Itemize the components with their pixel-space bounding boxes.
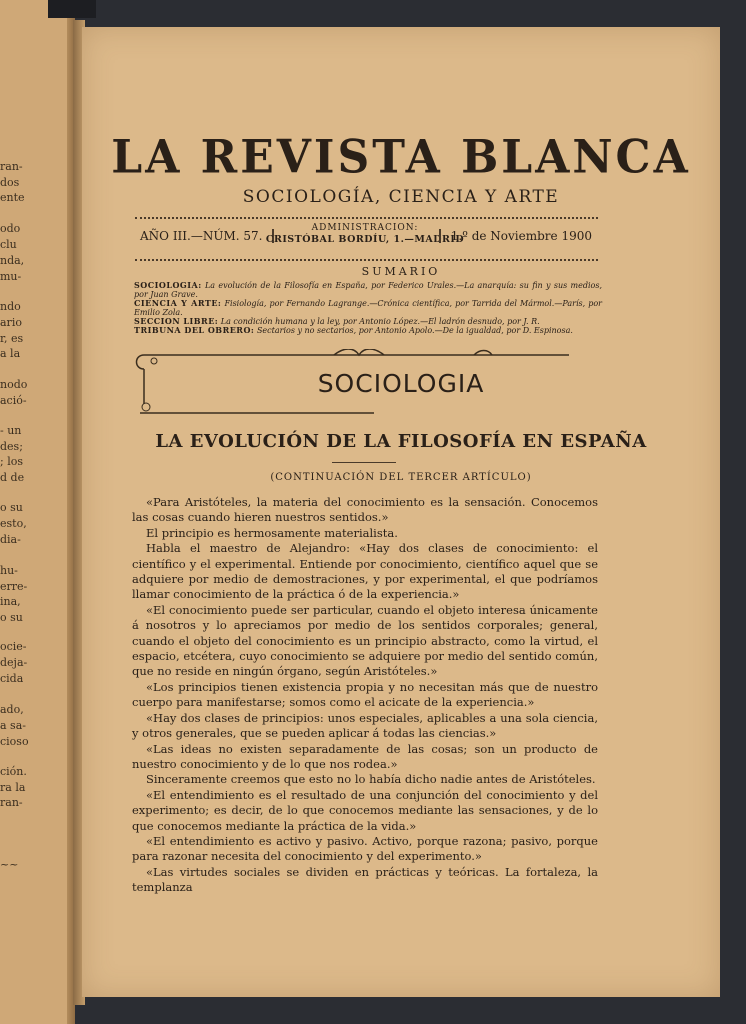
fragment-line: des; — [0, 440, 23, 453]
fragment-line: ario — [0, 316, 22, 329]
fragment-line: r, es — [0, 332, 24, 345]
fragment-line: ocie- — [0, 640, 27, 653]
article-paragraph: El principio es hermosamente materialista. — [146, 525, 398, 540]
article-body — [132, 495, 598, 896]
article-paragraph: «Las virtudes sociales se dividen en prácticas y teóricas. La fortaleza, la templanza — [132, 864, 598, 895]
article-paragraph: «El entendimiento es el resultado de una conjunción del conocimiento y del experimento; es decir, de lo que conocemos mediante las sensaciones, y de lo que conocemos mediante la práctica de la vida.» — [132, 787, 598, 833]
fragment-line: ; los — [0, 455, 23, 468]
administration-block — [265, 223, 465, 245]
title-rule — [332, 462, 396, 463]
fragment-line: nodo — [0, 378, 28, 391]
article-paragraph: «El conocimiento puede ser particular, cuando el objeto interesa únicamente á nosotros y lo apreciamos por medio de los sentidos corporales; general, cuando el objeto del conocimiento es un principio abstracto, como la virtud, el espacio, etcétera, cuyo conocimiento se adquiere por medio del sentido común, que no reside en ningún órgano, según Aristóteles.» — [132, 602, 598, 679]
fragment-line: clu — [0, 238, 17, 251]
masthead-subtitle: SOCIOLOGÍA, CIENCIA Y ARTE — [242, 187, 560, 207]
sumario-item: SOCIOLOGIA: La evolución de la Filosofía en España, por Federico Urales.—La anarquía: su fin y sus medios, por Juan Grave. — [134, 280, 602, 299]
fragment-line: o su — [0, 501, 23, 514]
fragment-line: mu- — [0, 270, 22, 283]
sumario-item: SECCION LIBRE: La condición humana y la ley, por Antonio López.—El ladrón desnudo, por J. R. — [134, 316, 540, 326]
fragment-line: deja- — [0, 656, 28, 669]
article-paragraph: Habla el maestro de Alejandro: «Hay dos clases de conocimiento: el científico y el experimental. Entiende por conocimiento, científico aquel que se adquiere por medio de demostraciones, y por experimental, el que podríamos llamar conocimiento de la práctica ó de la experiencia.» — [132, 541, 598, 602]
article-paragraph: Sinceramente creemos que esto no lo había dicho nadie antes de Aristóteles. — [146, 772, 596, 787]
article-paragraph: «Hay dos clases de principios: unos especiales, aplicables a una sola ciencia, y otros generales, que se pueden aplicar á todas las ciencias.» — [132, 710, 598, 741]
fragment-line: ente — [0, 191, 25, 204]
admin-label: ADMINISTRACION: — [311, 223, 419, 233]
fragment-line: hu- — [0, 564, 18, 577]
fragment-line: ~~ — [0, 858, 19, 871]
fragment-line: odo — [0, 222, 21, 235]
sumario-heading: SUMARIO — [361, 265, 441, 278]
article-title: LA EVOLUCIÓN DE LA FILOSOFÍA EN ESPAÑA — [155, 431, 647, 452]
fragment-line: dos — [0, 176, 20, 189]
fragment-line: ran- — [0, 796, 23, 809]
issue-number: AÑO III.—NÚM. 57. — [140, 229, 274, 243]
article-paragraph: «Para Aristóteles, la materia del conocimiento es la sensación. Conocemos las cosas cuando hieren nuestros sentidos.» — [132, 495, 598, 525]
fragment-line: ació- — [0, 394, 27, 407]
fragment-line: - un — [0, 424, 22, 437]
sumario-item: TRIBUNA DEL OBRERO: Sectarios y no sectarios, por Antonio Apolo.—De la igualdad, por D. Espinosa. — [134, 325, 573, 335]
article-paragraph: «El entendimiento es activo y pasivo. Activo, porque razona; pasivo, porque para razonar necesita del conocimiento y del experimento.» — [132, 833, 598, 864]
fragment-line: ado, — [0, 703, 24, 716]
article-paragraph: «Las ideas no existen separadamente de las cosas; son un producto de nuestro conocimiento y de lo que nos rodea.» — [132, 741, 598, 771]
fragment-line: dia- — [0, 533, 21, 546]
fragment-line: a sa- — [0, 719, 26, 732]
admin-address: CRISTÓBAL BORDÍU, 1.—MADRID — [265, 234, 465, 245]
fragment-line: cioso — [0, 735, 29, 748]
continuation-note: (CONTINUACIÓN DEL TERCER ARTÍCULO) — [270, 472, 532, 483]
issue-date: 1.º de Noviembre 1900 — [439, 229, 592, 243]
fragment-line: a la — [0, 347, 21, 360]
scanner-tab — [48, 0, 96, 18]
fragment-line: ran- — [0, 160, 23, 173]
section-heading: SOCIOLOGIA — [317, 369, 485, 398]
fragment-line: erre- — [0, 580, 28, 593]
masthead-title: LA REVISTA BLANCA — [111, 130, 691, 185]
fragment-line: ina, — [0, 595, 21, 608]
fragment-line: ra la — [0, 781, 26, 794]
fragment-line: o su — [0, 611, 23, 624]
document-page — [82, 27, 720, 997]
fragment-line: d de — [0, 471, 25, 484]
fragment-line: cida — [0, 672, 24, 685]
article-paragraph: «Los principios tienen existencia propia y no necesitan más que de nuestro cuerpo para manifestarse; somos como el acicate de la experiencia.» — [132, 679, 598, 710]
fragment-line: ndo — [0, 300, 21, 313]
masthead-info-bar — [135, 217, 598, 261]
fragment-line: ción. — [0, 765, 27, 778]
fragment-line: nda, — [0, 254, 25, 267]
sumario-item: CIENCIA Y ARTE: Fisiología, por Fernando Lagrange.—Crónica científica, por Tarrida del Mármol.—París, por Emilio Zola. — [134, 298, 602, 317]
sumario-list — [134, 281, 602, 335]
fragment-line: esto, — [0, 517, 27, 530]
